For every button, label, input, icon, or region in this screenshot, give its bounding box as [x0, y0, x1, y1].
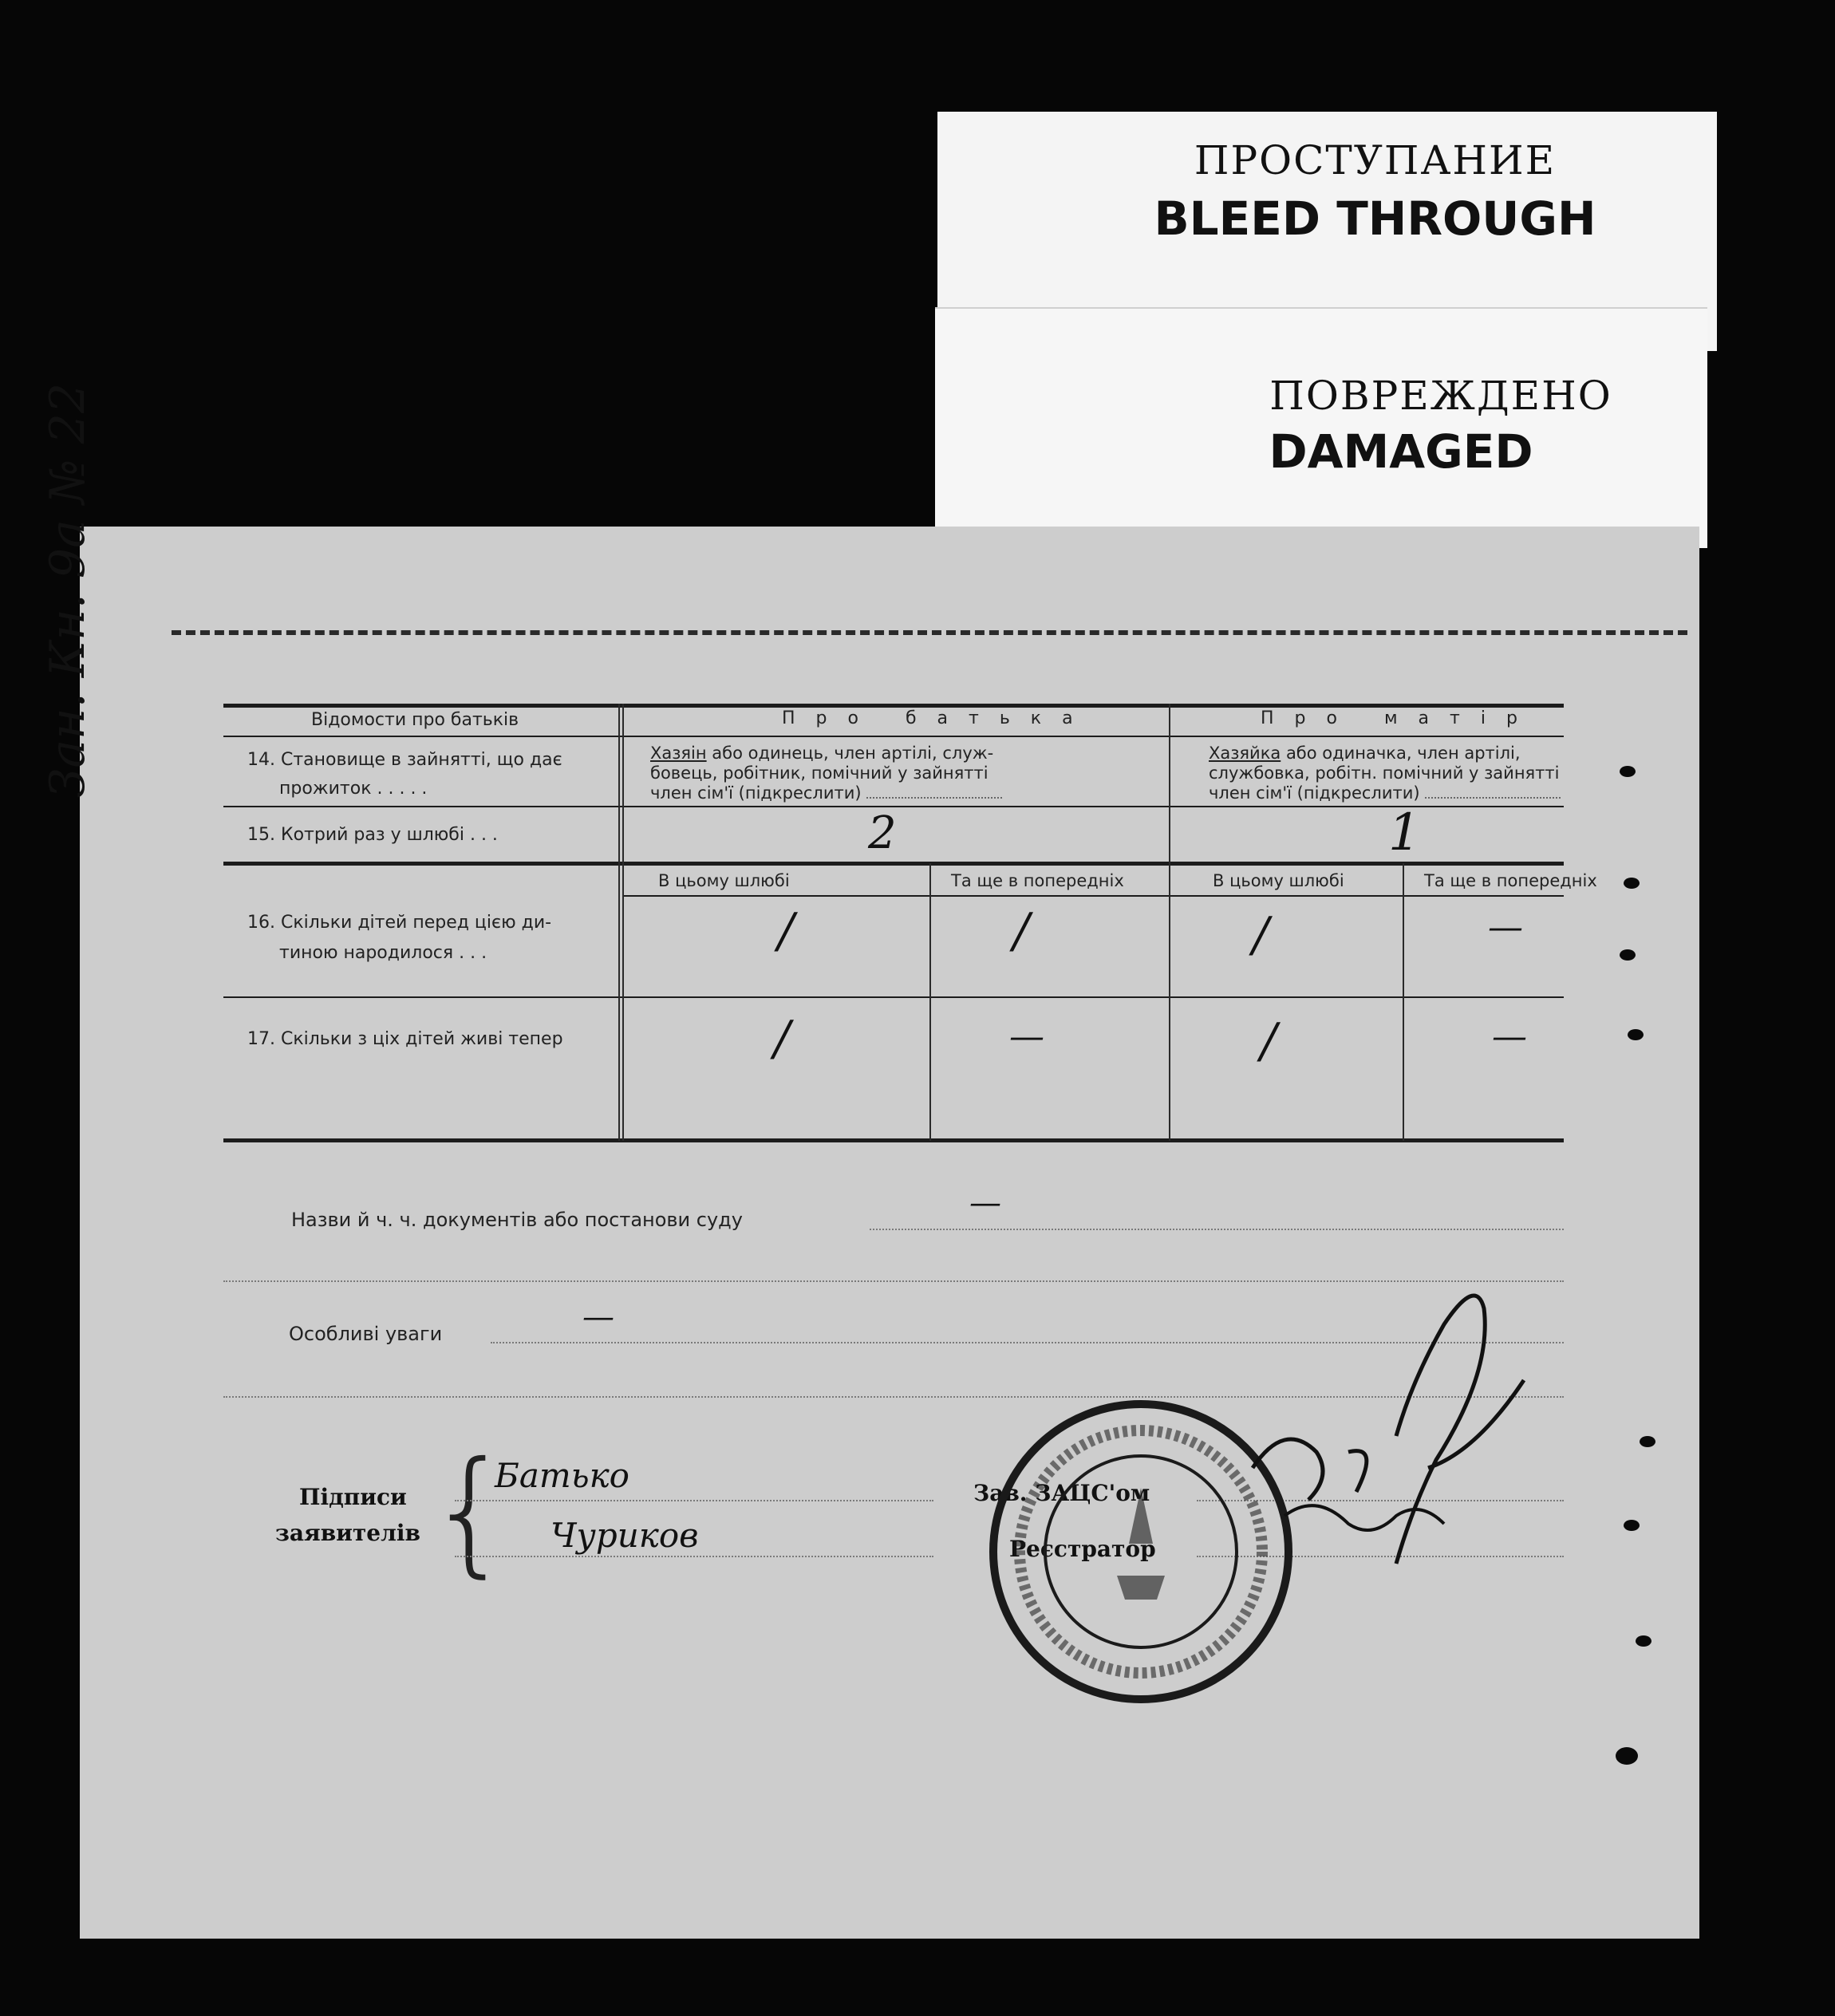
row14-label-line1: 14. Становище в зайнятті, що дає: [247, 750, 562, 770]
subheader-father-previous: Та ще в попередніх: [951, 871, 1124, 890]
signatures-brace: {: [427, 1433, 514, 1591]
row14-father-text: [650, 744, 1002, 803]
row15-label: 15. Котрий раз у шлюбі . . .: [247, 825, 498, 845]
parents-info-table: [223, 704, 1597, 1141]
documents-label: Назви й ч. ч. документів або постанови суду: [291, 1209, 743, 1231]
head-zags-label: Зав. ЗАЦС'ом: [973, 1480, 1150, 1506]
row16-mother-this: /: [1253, 907, 1269, 963]
row14-father-line1: або одинець, член артілі, служ-: [706, 744, 994, 763]
row16-father-this: /: [778, 903, 795, 959]
row16-father-previous: /: [1013, 903, 1030, 959]
row14-mother-text: [1209, 744, 1561, 803]
row14-mother-line2: службовка, робітн. помічний у зайнятті: [1209, 763, 1560, 783]
subheader-father-this: В цьому шлюбі: [658, 871, 790, 890]
row16-label-line2: тиною народилося . . .: [279, 943, 487, 963]
subheader-mother-this: В цьому шлюбі: [1213, 871, 1344, 890]
registrar-signature-scribble: [1237, 1260, 1588, 1596]
row14-mother-underlined: Хазяйка: [1209, 744, 1281, 763]
signature-1: Батько: [495, 1456, 629, 1495]
notes-value: —: [582, 1299, 614, 1335]
row16-mother-previous: —: [1488, 907, 1523, 948]
row17-mother-this: /: [1261, 1013, 1277, 1069]
damaged-en-label: DAMAGED: [1269, 424, 1533, 479]
row14-father-underlined: Хазяін: [650, 744, 707, 763]
signatures-label-line1: Підписи: [299, 1484, 407, 1510]
damaged-ru-label: ПОВРЕЖДЕНО: [1269, 373, 1612, 419]
perforation-line: [172, 630, 1687, 635]
row16-label-line1: 16. Скільки дітей перед цією ди-: [247, 913, 552, 933]
row17-father-previous: —: [1009, 1016, 1044, 1057]
bleed-through-en-label: BLEED THROUGH: [1154, 191, 1596, 246]
damaged-card: [935, 307, 1707, 548]
row14-label-line2: прожиток . . . . .: [279, 779, 428, 799]
signatures-label-line2: заявителів: [275, 1520, 420, 1546]
bleed-through-ru-label: ПРОСТУПАНИЕ: [1194, 137, 1557, 183]
notes-label: Особливі уваги: [289, 1323, 443, 1345]
margin-handwritten-note: Зан. Кн. 9а № 22: [40, 382, 96, 798]
header-mother: Про матір: [1261, 708, 1538, 728]
signature-2: Чуриков: [550, 1516, 699, 1555]
header-father: Про батька: [782, 708, 1094, 728]
row14-father-line3: член сім'ї (підкреслити): [650, 783, 862, 803]
row14-mother-line3: член сім'ї (підкреслити): [1209, 783, 1420, 803]
header-parents-info: Відомости про батьків: [311, 710, 519, 730]
row14-mother-line1: або одиначка, член артілі,: [1281, 744, 1521, 763]
registrar-label: Реєстратор: [1009, 1536, 1156, 1562]
row14-father-line2: бовець, робітник, помічний у зайнятті: [650, 763, 989, 783]
documents-value: —: [969, 1185, 1001, 1221]
row17-father-this: /: [774, 1011, 791, 1067]
row15-mother-value: 1: [1388, 803, 1421, 862]
row15-father-value: 2: [868, 807, 897, 859]
document-sheet: [80, 527, 1699, 1939]
row17-label: 17. Скільки з ціх дітей живі тепер: [247, 1029, 563, 1049]
subheader-mother-previous: Та ще в попередніх: [1424, 871, 1597, 890]
row17-mother-previous: —: [1492, 1016, 1527, 1057]
